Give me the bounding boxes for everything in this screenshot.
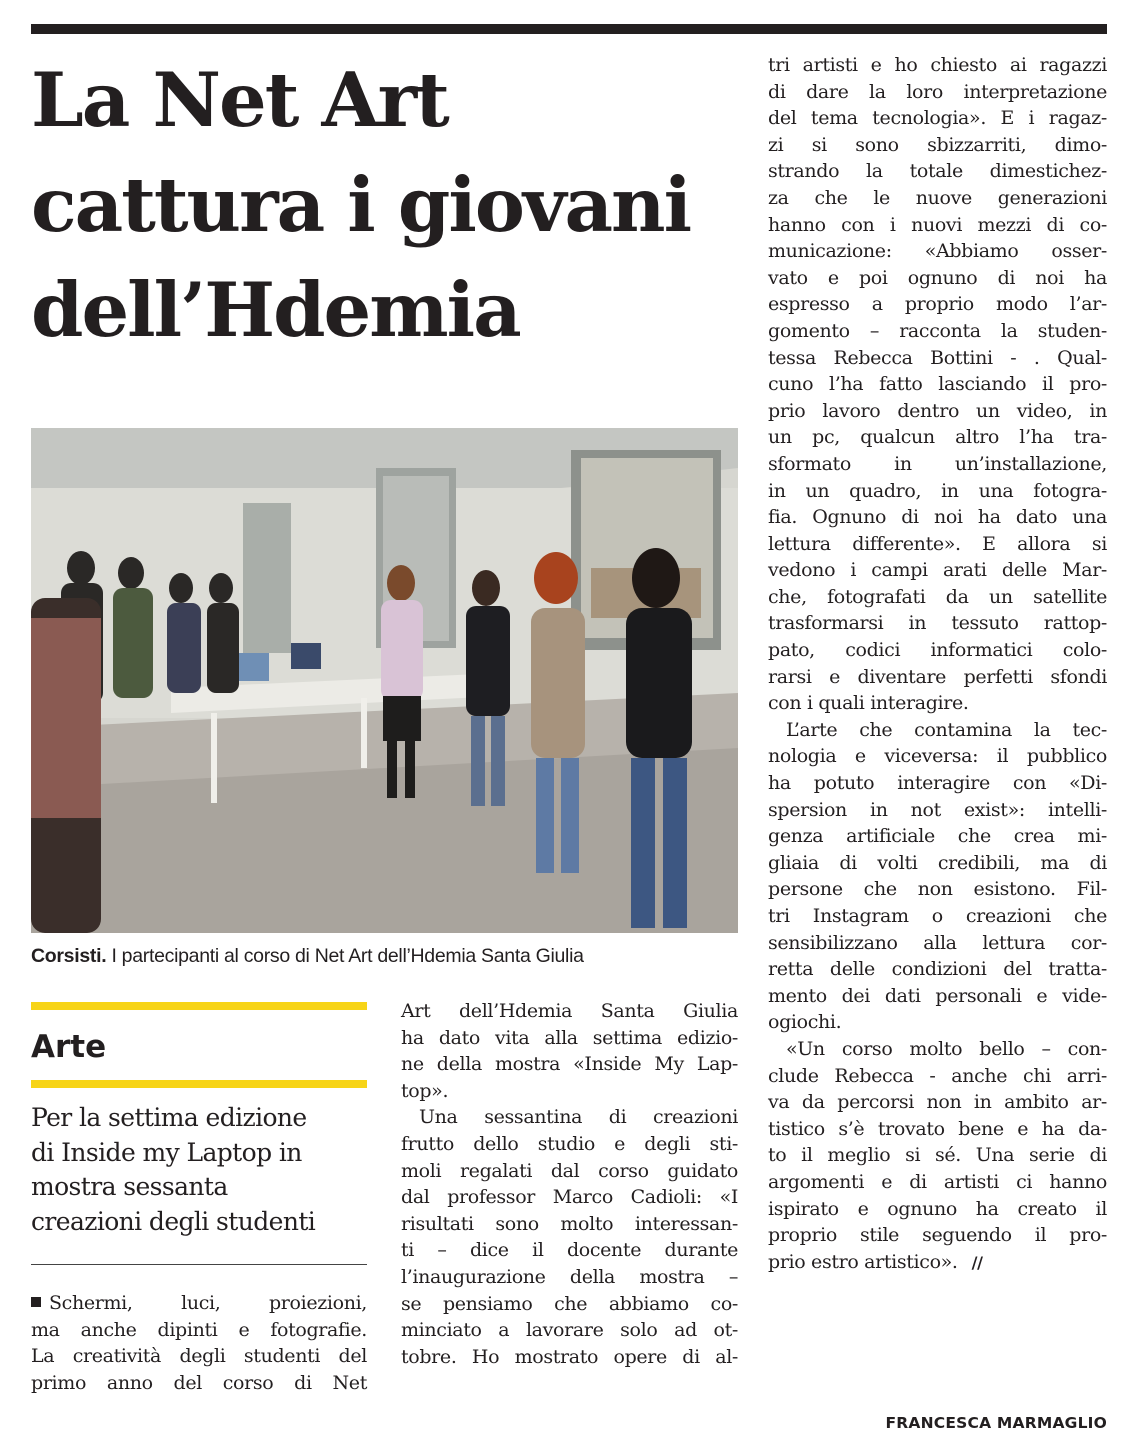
text-line: La creatività degli studenti del xyxy=(31,1345,367,1368)
text-line: espresso a proprio modo l’ar- xyxy=(768,293,1107,316)
text-line: tessa Rebecca Bottini - . Qual- xyxy=(768,346,1107,369)
subhead-line-3: mostra sessanta xyxy=(31,1172,228,1201)
text-line: di dare la loro interpretazione xyxy=(768,80,1107,103)
headline xyxy=(31,48,731,363)
body-column-2 xyxy=(401,998,738,1370)
text-line: ne della mostra «Inside My Lap- xyxy=(401,1053,738,1076)
body-column-3 xyxy=(768,52,1107,1276)
text-line: strando la totale dimestichez- xyxy=(768,160,1107,183)
byline: FRANCESCA MARMAGLIO xyxy=(885,1414,1107,1432)
text-line: top». xyxy=(401,1079,449,1102)
text-line: «Un corso molto bello – con- xyxy=(786,1037,1107,1060)
text-line: va da percorsi non in ambito ar- xyxy=(768,1091,1107,1114)
text-line: rarsi e diventare perfetti sfondi xyxy=(768,665,1107,688)
text-line: mento dei dati personali e vide- xyxy=(768,984,1107,1007)
text-line: trasformarsi in tessuto rattop- xyxy=(768,612,1107,635)
text-line: argomenti e di artisti ci hanno xyxy=(768,1170,1107,1193)
text-line: un pc, qualcun altro l’ha tra- xyxy=(768,426,1107,449)
subhead-line-2: di Inside my Laptop in xyxy=(31,1137,302,1167)
text-line: vedono i campi arati delle Mar- xyxy=(768,559,1107,582)
text-line: minciato a lavorare solo ad ot- xyxy=(401,1319,738,1342)
text-line: proprio stile seguendo il pro- xyxy=(768,1224,1107,1247)
text-line: zi si sono sbizzarriti, dimo- xyxy=(768,133,1107,156)
subhead-line-1: Per la settima edizione xyxy=(31,1103,307,1132)
caption-label: Corsisti. xyxy=(31,945,107,967)
text-line: dal professor Marco Cadioli: «I xyxy=(401,1186,738,1209)
body-column-1 xyxy=(31,1290,367,1396)
text-line: to il meglio si sé. Una serie di xyxy=(768,1144,1107,1167)
article-photo xyxy=(31,428,738,933)
text-line: moli regalati dal corso guidato xyxy=(401,1159,738,1182)
text-line: ispirato e ognuno ha creato il xyxy=(768,1197,1107,1220)
text-line: primo anno del corso di Net xyxy=(31,1371,367,1394)
text-line: prio estro artistico». // xyxy=(768,1250,983,1273)
section-bottom-bar xyxy=(31,1080,367,1088)
text-line: tri artisti e ho chiesto ai ragazzi xyxy=(768,54,1107,76)
headline-line-2: cattura i giovani xyxy=(31,161,691,249)
text-line: ma anche dipinti e fotografie. xyxy=(31,1318,367,1341)
section-top-bar xyxy=(31,1002,367,1010)
text-line: con i quali interagire. xyxy=(768,692,969,715)
text-line: ti – dice il docente durante xyxy=(401,1239,738,1262)
text-line: se pensiamo che abbiamo co- xyxy=(401,1292,738,1315)
text-line: che, fotografati da un satellite xyxy=(768,585,1107,608)
text-line: in un quadro, in una fotogra- xyxy=(768,479,1107,502)
subhead-line-4: creazioni degli studenti xyxy=(31,1206,316,1236)
text-line: l’inaugurazione della mostra – xyxy=(401,1265,738,1288)
text-line: ha potuto interagire con «Di- xyxy=(768,772,1107,795)
text-line: fia. Ognuno di noi ha dato una xyxy=(768,506,1107,529)
text-line: hanno con i nuovi mezzi di co- xyxy=(768,213,1107,236)
text-line: Art dell’Hdemia Santa Giulia xyxy=(401,1000,738,1022)
text-line: sformato in un’installazione, xyxy=(768,452,1107,475)
subheadline xyxy=(31,1101,376,1239)
headline-line-1: La Net Art xyxy=(31,56,448,144)
text-line: nologia e viceversa: il pubblico xyxy=(768,745,1107,768)
subhead-rule xyxy=(31,1264,367,1265)
text-line: del tema tecnologia». E i ragaz- xyxy=(768,107,1107,130)
text-line: za che le nuove generazioni xyxy=(768,186,1107,209)
text-line: persone che non esistono. Fil- xyxy=(768,878,1107,901)
photo-caption xyxy=(31,943,751,969)
text-line: sensibilizzano alla lettura cor- xyxy=(768,931,1107,954)
text-line: pato, codici informatici colo- xyxy=(768,639,1107,662)
text-line: tobre. Ho mostrato opere di al- xyxy=(401,1345,738,1368)
text-line: retta delle condizioni del tratta- xyxy=(768,958,1107,981)
text-line: spersion in not exist»: intelli- xyxy=(768,798,1107,821)
text-line: prio lavoro dentro un video, in xyxy=(768,399,1107,422)
text-line: cuno l’ha fatto lasciando il pro- xyxy=(768,373,1107,396)
text-line: L’arte che contamina la tec- xyxy=(786,718,1107,741)
text-line: tri Instagram o creazioni che xyxy=(768,905,1107,927)
top-rule xyxy=(31,24,1107,34)
text-line: vato e poi ognuno di noi ha xyxy=(768,266,1107,289)
text-line: clude Rebecca - anche chi arri- xyxy=(768,1064,1107,1087)
text-line: genza artificiale che crea mi- xyxy=(768,825,1107,848)
text-line: lettura differente». E allora si xyxy=(768,532,1107,555)
text-line: gliaia di volti credibili, ma di xyxy=(768,851,1107,874)
text-line: Schermi, luci, proiezioni, xyxy=(31,1290,367,1317)
text-line: tistico s’è trovato bene e ha da- xyxy=(768,1117,1107,1140)
photo-illustration xyxy=(31,428,738,933)
section-label: Arte xyxy=(31,1029,107,1065)
end-mark: // xyxy=(971,1252,983,1272)
bullet-square-icon xyxy=(31,1297,41,1307)
text-line: gomento – racconta la studen- xyxy=(768,319,1107,342)
text-line: Una sessantina di creazioni xyxy=(419,1106,738,1129)
caption-text: I partecipanti al corso di Net Art dell’Hdemia Santa Giulia xyxy=(106,945,584,967)
text-line: ogiochi. xyxy=(768,1011,842,1034)
headline-line-3: dell’Hdemia xyxy=(31,266,520,354)
text-line: frutto dello studio e degli sti- xyxy=(401,1132,738,1155)
text-line: municazione: «Abbiamo osser- xyxy=(768,240,1107,263)
text-line: ha dato vita alla settima edizio- xyxy=(401,1026,738,1049)
text-line: risultati sono molto interessan- xyxy=(401,1212,738,1235)
